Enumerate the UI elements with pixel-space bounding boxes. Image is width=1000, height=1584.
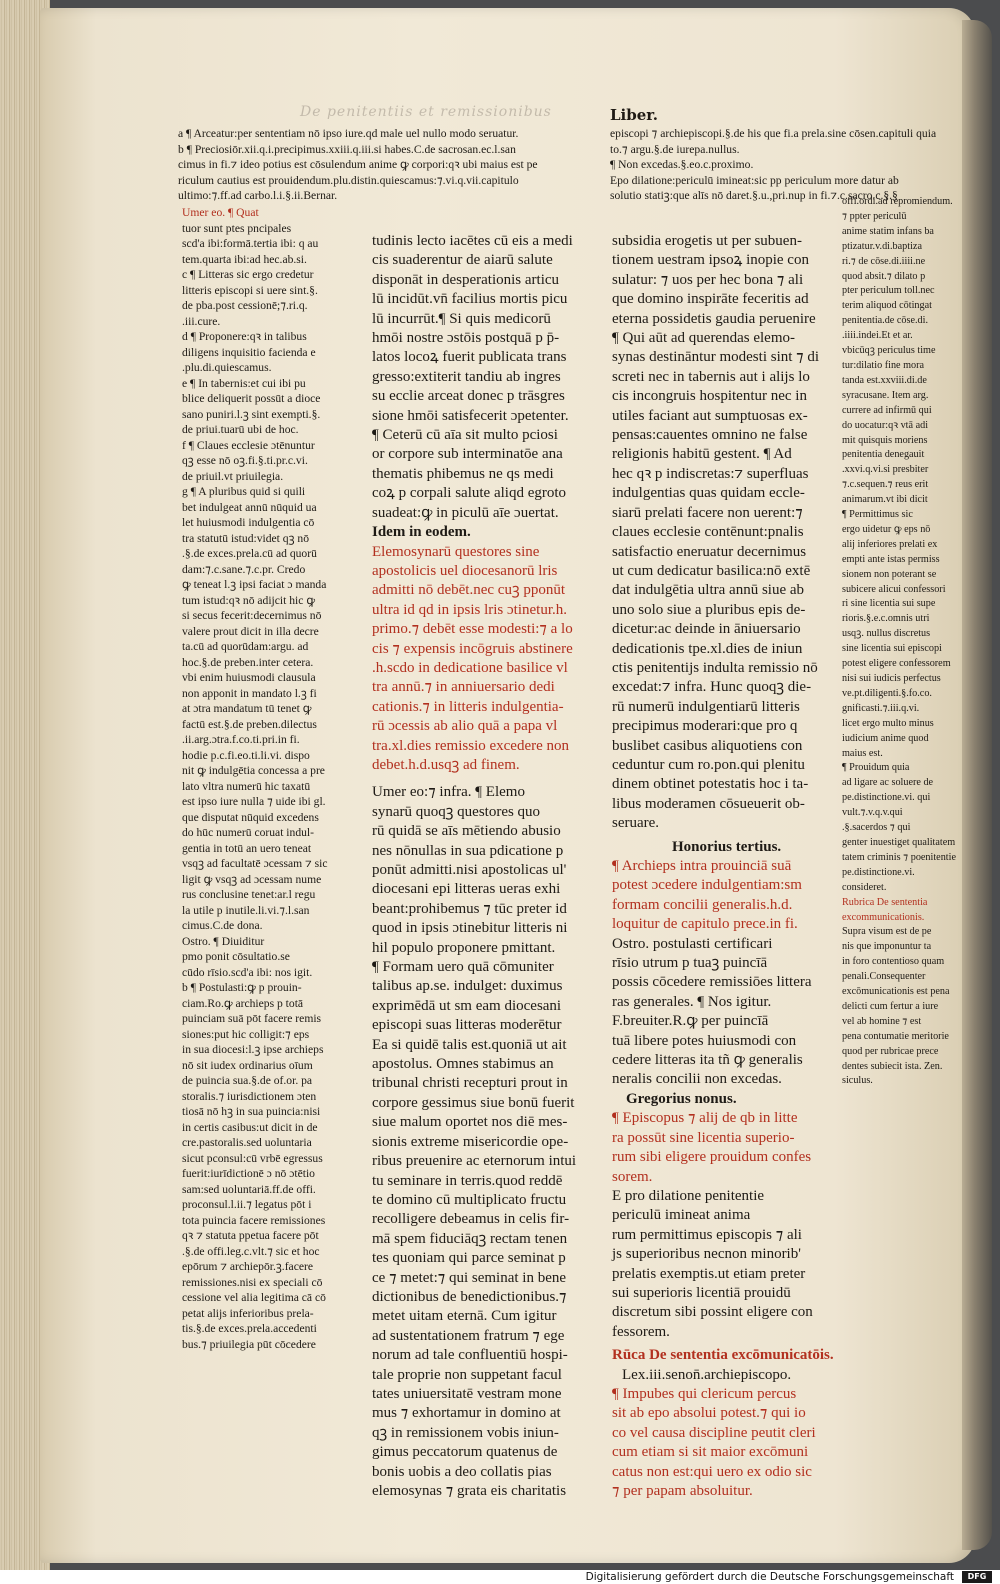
commentary-line: fuerit:iurīdictionē ɔ nō ɔtētio: [182, 1167, 315, 1180]
main-text-line: rū numerū indulgentiarū litteris: [612, 698, 800, 715]
main-text-line: F.breuiter.R.ꝙ per puincīā: [612, 1013, 769, 1030]
commentary-line: tem.quarta ibi:ad hec.ab.si.: [182, 252, 307, 266]
decretal-address: Lex.iii.senon̄.archiepiscopo.: [622, 1366, 792, 1383]
commentary-line: remissiones.nisi ex speciali cō: [182, 1275, 323, 1289]
rubric-title: Rubrica De sententia excommunicationis.: [842, 896, 928, 923]
main-text-line: ¶ Qui aūt ad querendas elemo-: [612, 330, 795, 347]
commentary-line: bet indulgeat annū nūquid ua: [182, 500, 317, 514]
main-text-line: indulgentias quas quidam eccle-: [612, 485, 805, 502]
main-text-line: sui superioris licentiā prouidū: [612, 1284, 791, 1301]
main-text-line: gimus peccatorum quatenus de: [372, 1444, 558, 1461]
commentary-line: ꝙ teneat l.ꝫ ipsi faciat ɔ manda: [182, 578, 327, 591]
commentary-line: e ¶ In tabernis:et cui ibi pu: [182, 376, 306, 390]
commentary-line: subicere alicui confessori: [842, 583, 946, 595]
commentary-line: ri.⁊ de cōse.di.iiii.ne: [842, 255, 926, 267]
commentary-line: let huiusmodi indulgentia cō: [182, 516, 315, 529]
commentary-line: anime statim infans ba: [842, 225, 934, 237]
main-text-line: beant:prohibemus ⁊ tūc preter id: [372, 900, 567, 917]
commentary-line: cimus.C.de dona.: [182, 919, 263, 932]
main-text-line: norum ad tale confluentiū hospi-: [372, 1347, 568, 1364]
gloss-line: ultimo:⁊.ff.ad carbo.l.i.§.ii.Bernar.: [178, 189, 338, 202]
commentary-line: nis que imponuntur ta: [842, 941, 932, 953]
main-text-line: cis incongruis hospitentur nec in: [612, 388, 807, 405]
main-text-line: fessorem.: [612, 1323, 670, 1340]
commentary-line: pe.distinctione.vi. qui: [842, 792, 931, 804]
commentary-line: pena contumatie meritorie: [842, 1030, 949, 1042]
commentary-line: factū est.§.de preben.dilectus: [182, 717, 317, 731]
gloss-line: solutio statiꝫ:que alīs nō daret.§.u.,pri.nup in fi.⁊.c.sacro.c.§.§: [610, 189, 898, 202]
commentary-line: penitentia denegauit: [842, 449, 925, 461]
main-text-line: siue malum oportet nos diē mes-: [372, 1114, 568, 1131]
main-text-line: dictionibus de benedictionibus.⁊: [372, 1288, 567, 1305]
summary-line: ¶ Impubes qui clericum percus: [612, 1385, 797, 1402]
commentary-line: sine licentia sui episcopi: [842, 643, 942, 655]
commentary-line: offi.ordi.ad repromiendum.: [842, 196, 953, 207]
main-text-line: satisfactio eneruatur decernimus: [612, 543, 807, 560]
commentary-line: est ipso iure nulla ⁊ uide ibi gl.: [182, 795, 326, 808]
main-text-line: possis cōcedere remissiōes littera: [612, 974, 812, 991]
summary-line: catus non est:qui uero ex odio sic: [612, 1463, 812, 1480]
commentary-line: rus conclusine tenet:ar.l regu: [182, 888, 316, 901]
commentary-line: proconsul.l.ii.⁊ legatus pōt i: [182, 1198, 312, 1211]
main-text-line: Elemosynarū questores sine: [372, 543, 540, 560]
main-text-line: rum permittimus episcopis ⁊ ali: [612, 1226, 802, 1243]
gloss-line: riculum cautius est prouidendum.plu.distin.quiescamus:⁊.vi.q.vii.capitulo: [178, 173, 519, 187]
commentary-line: consideret.: [842, 881, 887, 893]
main-text-line: ribus preuenire ac eternorum intui: [372, 1153, 577, 1170]
main-text-line: hil populo proponere pmittant.: [372, 939, 556, 956]
main-text-line: suadeat:ꝙ in piculū aīe ɔuertat.: [372, 504, 559, 521]
commentary-line: dam:⁊.c.sane.⁊.c.pr. Credo: [182, 562, 306, 576]
main-text-line: lū incurrūt.¶ Si quis medicorū: [372, 310, 551, 327]
main-text-line: tes quoniam qui parce seminat p: [372, 1250, 566, 1267]
gloss-line: episcopi ⁊ archiepiscopi.§.de his que fi.a prela.sine cōsen.capituli quia: [610, 127, 937, 140]
commentary-line: in certis casibus:ut dicit in de: [182, 1120, 318, 1134]
spacer: [372, 775, 590, 783]
main-text-line: sulatur: ⁊ uos per hec bona ⁊ ali: [612, 271, 804, 288]
commentary-line: lato vltra numerū hic taxatū: [182, 779, 311, 793]
main-text-line: apostolus. Omnes stabimus an: [372, 1056, 554, 1073]
commentary-line: ¶ Prouidum quia: [842, 762, 910, 774]
main-text-line: tra annū.⁊ in anniuersario dedi: [372, 679, 555, 696]
commentary-line: de priuil.vt priuilegia.: [182, 469, 284, 483]
main-text-line: .h.scdo in dedicatione basilice vl: [372, 659, 568, 676]
main-text-line: ultra id qd in ipsis lris ɔtinetur.h.: [372, 601, 567, 618]
main-text-line: prelatis exemptis.ut etiam preter: [612, 1265, 806, 1282]
main-text-line: utiles faciant aut sumptuosas ex-: [612, 407, 808, 424]
summary-line: potest ɔcedere indulgentiam:sm: [612, 877, 802, 894]
main-text-line: metet uitam eternā. Cum igitur: [372, 1308, 557, 1325]
main-text-line: tuā libere potes huiusmodi con: [612, 1032, 797, 1049]
commentary-line: tiosā nō hꝫ in sua puincia:nisi: [182, 1105, 321, 1118]
main-text-line: apostolicis uel diocesanorū lris: [372, 562, 558, 579]
main-text-line: synarū quoqꝫ questores quo: [372, 803, 541, 820]
main-text-line: tates uniuersitatē vestram mone: [372, 1385, 562, 1402]
commentary-line: Umer eo. ¶ Quat: [182, 206, 259, 219]
main-text-line: gresso:extiterit tandiu ab ingres: [372, 368, 561, 385]
commentary-line: at ɔtra mandatum tū tenet ꝙ: [182, 702, 312, 715]
commentary-line: que disputat nūquid excedens: [182, 810, 319, 824]
summary-line: loquitur de capitulo prece.in fi.: [612, 916, 798, 933]
commentary-line: empti ante istas permiss: [842, 553, 940, 565]
main-text-line: dinem obtinet potestatis hoc i ta-: [612, 776, 809, 793]
commentary-line: la utile p inutile.li.vi.⁊.l.san: [182, 903, 310, 917]
running-head: Liber.: [610, 106, 659, 124]
commentary-line: si secus fecerit:decernimus nō: [182, 609, 322, 622]
summary-line: ⁊ per papam absoluitur.: [612, 1483, 753, 1499]
commentary-line: tuor sunt ptes pncipales: [182, 221, 292, 235]
main-text-line: hec qꝛ p indiscretas:⁊ superfluas: [612, 465, 809, 482]
gloss-line: to.⁊ argu.§.de iurepa.nullus.: [610, 142, 740, 156]
commentary-line: ad ligare ac soluere de: [842, 777, 934, 789]
summary-line: sit ab epo absolui potest.⁊ qui io: [612, 1405, 806, 1422]
commentary-column-right: [842, 195, 960, 1089]
main-text-line: subsidia erogetis ut per subuen-: [612, 233, 802, 249]
commentary-line: vbicūqꝫ periculus time: [842, 345, 936, 357]
commentary-line: delicti cum fertur a iure: [842, 1000, 939, 1012]
main-text-line: ceduntur cum ro.pon.qui plenitu: [612, 756, 805, 773]
main-text-line: eterna possidetis gaudia peruenire: [612, 310, 816, 327]
main-text-line: elemosynas ⁊ grata eis charitatis: [372, 1483, 567, 1499]
decretal-author: Honorius tertius.: [672, 838, 782, 855]
main-text-line: cedere litteras ita tñ ꝙ generalis: [612, 1052, 803, 1069]
commentary-line: ⁊.c.sequen.⁊ reus erit: [842, 479, 929, 491]
commentary-line: d ¶ Proponere:qꝛ in talibus: [182, 330, 307, 343]
commentary-line: ta.cū ad quorūdam:argu. ad: [182, 640, 309, 653]
commentary-line: hoc.§.de preben.inter cetera.: [182, 655, 314, 669]
main-text-line: synas destināntur modesti sint ⁊ di: [612, 349, 820, 366]
commentary-line: maius est.: [842, 747, 883, 759]
commentary-line: syracusane. Item arg.: [842, 389, 929, 401]
commentary-line: gnificasti.⁊.iii.q.vi.: [842, 702, 920, 714]
commentary-line: tra statutū istud:videt qꝫ nō: [182, 531, 310, 545]
commentary-line: non apponit in mandato l.ꝫ fi: [182, 686, 317, 700]
main-text-line: Ea si quidē talis est.quoniā ut ait: [372, 1036, 567, 1053]
gloss-line: cimus in fi.⁊ ideo potius est cōsulendum anime ꝙ corpori:qꝛ ubi maius est pe: [178, 158, 538, 171]
commentary-line: quod per rubricae prece: [842, 1045, 939, 1057]
gloss-line: b ¶ Preciosiōr.xii.q.i.precipimus.xxiii.q.iii.si habes.C.de sacrosan.ec.l.san: [178, 142, 516, 156]
main-text-line: disponāt in desperationis articu: [372, 271, 560, 288]
show-through-heading: De penitentiis et remissionibus: [300, 104, 552, 120]
main-text-line: ras generales. ¶ Nos igitur.: [612, 993, 772, 1010]
main-text-line: dedicationis tpe.xl.dies de iniun: [612, 640, 803, 657]
rubric-title: Rūca De sententia excōmunicatōis.: [612, 1347, 834, 1364]
main-text-line: Umer eo:⁊ infra. ¶ Elemo: [372, 784, 525, 801]
commentary-line: pter periculum toll.nec: [842, 285, 935, 297]
main-text-line: recolligere debeamus in celis fir-: [372, 1211, 570, 1228]
main-text-line: su ecclie arceat donec p trāsgres: [372, 388, 565, 405]
commentary-line: mit quisquis moriens: [842, 434, 928, 446]
commentary-line: tum istud:qꝛ nō adijcit hic ꝙ: [182, 593, 316, 607]
main-text-line: Idem in eodem.: [372, 524, 471, 541]
main-text-line: exprimēdā ut sm eam diocesani: [372, 997, 562, 1014]
main-text-line: claues ecclesie contēnunt:pnalis: [612, 524, 804, 541]
main-text-line: screti nec in tabernis aut i alijs lo: [612, 368, 810, 385]
main-text-line: tale proprie non suppetant facul: [372, 1366, 562, 1383]
main-text-line: quod in ipsis ɔtinebitur litteris ni: [372, 920, 568, 937]
commentary-line: .§.sacerdos ⁊ qui: [842, 822, 911, 834]
summary-line: ¶ Episcopus ⁊ alij de qb in litte: [612, 1110, 798, 1127]
dfg-logo: DFG: [962, 1571, 992, 1583]
top-gloss-left: [178, 126, 583, 204]
main-text-line: ctis penitentijs indulta remissio nō: [612, 659, 818, 676]
commentary-line: diligens inquisitio facienda e: [182, 345, 316, 359]
commentary-line: de pba.post cessionē;⁊.ri.q.: [182, 299, 308, 312]
commentary-line: rioris.§.e.c.omnis utri: [842, 613, 930, 625]
summary-line: sorem.: [612, 1168, 653, 1185]
commentary-line: in sua diocesi:l.ꝫ ipse archieps: [182, 1043, 324, 1056]
commentary-line: storalis.⁊ iurisdictionem ɔten: [182, 1089, 317, 1103]
main-text-line: tu seminare in terris.quod reddē: [372, 1172, 563, 1189]
commentary-line: do hūc numerū coruat indul-: [182, 826, 315, 839]
commentary-line: ciam.Ro.ꝙ archieps p totā: [182, 996, 304, 1010]
commentary-line: valere prout dicit in illa decre: [182, 624, 319, 638]
commentary-line: .plu.di.quiescamus.: [182, 361, 272, 374]
main-text-line: sione hmōi satisfecerit ɔpetenter.: [372, 407, 569, 424]
commentary-line: petat alijs inferioribus prela-: [182, 1306, 314, 1320]
summary-line: ¶ Archieps intra prouinciā suā: [612, 858, 792, 874]
main-text-line: rīsio utrum p tuaꝫ puincīā: [612, 955, 768, 972]
commentary-line: scd'a ibi:formā.tertia ibi: q au: [182, 237, 319, 250]
commentary-line: qꝛ ⁊ statuta ppetua facere pōt: [182, 1229, 319, 1242]
commentary-line: ¶ Permittimus sic: [842, 509, 913, 521]
main-text-column-1: [372, 232, 590, 1501]
page-fore-edge: [962, 20, 992, 1550]
main-text-line: coꝝ p corpali salute aliqd egroto: [372, 485, 567, 502]
gloss-line: Epo dilatione:periculū imineat:sic pp periculum more datur ab: [610, 173, 899, 187]
commentary-line: usqꝫ. nullus discretus: [842, 628, 931, 640]
commentary-column-left: [182, 205, 372, 1352]
summary-line: cum etiam si sit maior excōmuni: [612, 1444, 809, 1461]
main-text-line: hmōi nostre ɔstōis postquā p p̄-: [372, 330, 560, 347]
commentary-line: puinciam suā pōt facere remis: [182, 1012, 322, 1025]
commentary-line: .iiii.indei.Et et ar.: [842, 330, 913, 342]
commentary-line: tanda est.xxviii.di.de: [842, 374, 927, 386]
commentary-line: g ¶ A pluribus quid si quili: [182, 485, 306, 498]
main-text-line: periculū imineat anima: [612, 1207, 751, 1224]
commentary-line: sionem non poterant se: [842, 568, 937, 580]
main-text-line: precipimus moderari:que pro q: [612, 718, 798, 735]
commentary-line: vult.⁊.v.q.v.qui: [842, 807, 903, 819]
commentary-line: iudicium anime quod: [842, 732, 929, 744]
commentary-line: pmo ponit cōsultatio.se: [182, 950, 290, 963]
funding-credit: Digitalisierung gefördert durch die Deutsche Forschungsgemeinschaft: [585, 1571, 954, 1583]
main-text-line: admitti nō debēt.nec cuꝫ pponūt: [372, 582, 566, 599]
main-text-line: E pro dilatione penitentie: [612, 1187, 765, 1204]
commentary-line: vsqꝫ ad facultatē ɔcessam ⁊ sic: [182, 857, 328, 870]
commentary-line: tur:dilatio fine mora: [842, 359, 925, 371]
commentary-line: nisi sui iudicis perfectus: [842, 673, 941, 684]
main-text-line: te domino cū multiplicato fructu: [372, 1191, 567, 1208]
main-text-line: ut cum dedicatur basilica:nō extē: [612, 562, 811, 579]
main-text-line: que domino inspirāte feceritis ad: [612, 291, 809, 308]
commentary-line: ri sine licentia sui supe: [842, 598, 936, 610]
commentary-line: f ¶ Claues ecclesie ɔtēnuntur: [182, 438, 315, 452]
main-text-line: lū incidūt.vn̄ facilius mortis picu: [372, 291, 568, 308]
commentary-line: genter inuestiget qualitatem: [842, 836, 956, 848]
commentary-line: penali.Consequenter: [842, 971, 926, 983]
commentary-line: tatem criminis ⁊ poenitentie: [842, 851, 956, 863]
commentary-line: licet ergo multo minus: [842, 717, 934, 729]
main-text-line: seruare.: [612, 815, 660, 832]
commentary-line: cūdo rīsio.scd'a ibi: nos igit.: [182, 965, 313, 979]
commentary-line: do uocatur:qꝛ vtā adi: [842, 419, 929, 431]
main-text-line: Ostro. postulasti certificari: [612, 935, 773, 952]
main-text-line: latos locoꝝ fuerit publicata trans: [372, 349, 567, 366]
commentary-line: ve.pt.diligenti.§.fo.co.: [842, 687, 932, 699]
gloss-line: ¶ Non excedas.§.eo.c.proximo.: [610, 158, 754, 171]
main-text-line: thematis phibemus ne qs medi: [372, 465, 554, 482]
commentary-line: qꝫ esse nō oꝫ.fi.§.ti.pr.c.vi.: [182, 454, 308, 467]
main-text-line: sionis extreme misericordie ope-: [372, 1133, 569, 1150]
top-gloss-right: [610, 126, 955, 204]
commentary-line: dentes subiecit ista. Zen.: [842, 1060, 943, 1072]
commentary-line: terim aliquod cōtingat: [842, 300, 932, 312]
main-text-line: rū quidā se aīs mētiendo abusio: [372, 823, 561, 840]
main-text-line: diocesani epi litteras ueras exhi: [372, 881, 561, 898]
main-text-line: buslibet casibus aliquotiens con: [612, 737, 803, 754]
commentary-line: bus.⁊ priuilegia pūt cōcedere: [182, 1337, 316, 1351]
main-text-line: tra.xl.dies remissio excedere non: [372, 737, 570, 754]
commentary-line: .iii.cure.: [182, 314, 221, 328]
commentary-line: vel ab homine ⁊ est: [842, 1015, 922, 1027]
decretal-author: Gregorius nonus.: [626, 1090, 737, 1107]
commentary-line: gentia in totū an uero teneat: [182, 841, 312, 855]
commentary-line: excōmunicationis est pena: [842, 986, 950, 998]
main-text-line: qꝫ in remissionem vobis iniun-: [372, 1424, 559, 1441]
summary-line: formam concilii generalis.h.d.: [612, 896, 793, 913]
commentary-line: potest eligere confessorem: [842, 658, 951, 670]
main-text-line: episcopi suas litteras moderētur: [372, 1017, 562, 1034]
main-text-line: debet.h.d.usqꝫ ad finem.: [372, 756, 520, 773]
main-text-line: dicetur:ac deinde in āniuersario: [612, 621, 801, 638]
commentary-line: sam:sed uoluntariā.ff.de offi.: [182, 1182, 316, 1196]
commentary-line: blice deliquerit possūt a dioce: [182, 392, 321, 405]
commentary-line: tota puincia facere remissiones: [182, 1213, 326, 1227]
commentary-line: in foro contentioso quam: [842, 956, 945, 968]
main-text-line: tudinis lecto iacētes cū eis a medi: [372, 233, 573, 249]
commentary-line: .xxvi.q.vi.si presbiter: [842, 464, 929, 476]
main-text-line: siarū prelati facere non uerent:⁊: [612, 504, 803, 521]
commentary-line: ergo uidetur ꝙ eps nō: [842, 523, 931, 535]
commentary-line: ptizatur.v.di.baptiza: [842, 240, 922, 252]
commentary-line: de priui.tuarū ubi de hoc.: [182, 423, 299, 436]
main-text-line: tribunal christi recepturi prout in: [372, 1075, 568, 1092]
main-text-line: or corpore sub interminatōe ana: [372, 446, 563, 463]
main-text-line: neralis concilii non excedas.: [612, 1071, 782, 1088]
main-text-line: talibus ap.se. indulget: duximus: [372, 978, 563, 995]
main-text-line: ponūt admitti.nisi apostolicas ul': [372, 862, 567, 878]
commentary-line: c ¶ Litteras sic ergo credetur: [182, 268, 314, 281]
commentary-line: ligit ꝙ vsqꝫ ad ɔcessam nume: [182, 872, 322, 886]
commentary-line: .§.de offi.leg.c.vlt.⁊ sic et hoc: [182, 1244, 320, 1258]
main-text-line: uno solo siue a pluribus epis de-: [612, 601, 806, 618]
main-text-line: js superioribus necnon minorib': [612, 1246, 801, 1263]
commentary-line: quod absit.⁊ dilato p: [842, 270, 926, 282]
commentary-line: Supra visum est de pe: [842, 926, 932, 938]
commentary-line: litteris episcopi si uere sint.§.: [182, 283, 318, 297]
commentary-line: .§.de exces.prela.cū ad quorū: [182, 547, 317, 560]
main-text-line: ¶ Ceterū cū aīa sit multo pciosi: [372, 427, 558, 444]
commentary-line: tis.§.de exces.prela.accedenti: [182, 1322, 317, 1335]
commentary-line: siculus.: [842, 1075, 873, 1087]
commentary-line: nō sit iudex ordinarius oīum: [182, 1058, 313, 1072]
commentary-line: alij inferiores prelati ex: [842, 538, 938, 550]
main-text-line: nes nōnullas in sua pdicatione p: [372, 842, 564, 859]
main-text-line: dat indulgētia ultra annū siue ab: [612, 582, 805, 599]
main-text-line: religionis habitū gestent. ¶ Ad: [612, 446, 792, 463]
main-text-line: excedat:⁊ infra. Hunc quoqꝫ die-: [612, 679, 812, 696]
summary-line: ra possūt sine licentia superio-: [612, 1129, 795, 1146]
summary-line: rum sibi eligere prouidum confes: [612, 1149, 812, 1166]
commentary-line: Ostro. ¶ Diuiditur: [182, 934, 265, 948]
commentary-line: hodie p.c.fi.eo.ti.li.vi. dispo: [182, 748, 310, 762]
main-text-line: ad sustentationem fratrum ⁊ ege: [372, 1327, 565, 1344]
gloss-line: a ¶ Arceatur:per sententiam nō ipso iure.qd male uel nullo modo seruatur.: [178, 127, 519, 140]
commentary-line: vbi enim huiusmodi clausula: [182, 671, 316, 684]
main-text-line: bonis uobis a deo collatis pias: [372, 1463, 552, 1480]
main-text-line: rū ɔcessis ab alio quā a papa vl: [372, 718, 558, 735]
commentary-line: pe.distinctione.vi.: [842, 866, 915, 878]
main-text-line: tionem uestram ipsoꝝ inopie con: [612, 252, 809, 269]
main-text-line: libus moderamen cōsueuerit ob-: [612, 795, 805, 812]
main-text-line: ¶ Formam uero quā cōmuniter: [372, 959, 554, 976]
commentary-line: nit ꝙ indulgētia concessa a pre: [182, 764, 325, 777]
main-text-line: cationis.⁊ in litteris indulgentia-: [372, 698, 564, 715]
commentary-line: cessione vel alia legitima cā cō: [182, 1291, 326, 1304]
commentary-line: .ii.arg.ɔtra.f.co.ti.pri.in fi.: [182, 733, 300, 746]
commentary-line: penitentia.de cōse.di.: [842, 315, 928, 327]
main-text-column-2: [612, 232, 837, 1501]
main-text-line: cis ⁊ expensis incōgruis abstinere: [372, 640, 573, 657]
main-text-line: primo.⁊ debēt esse modesti:⁊ a lo: [372, 621, 573, 638]
summary-line: co vel causa discipline peutit cleri: [612, 1424, 816, 1441]
main-text-line: corpore gessimus siue bonū fuerit: [372, 1094, 575, 1111]
main-text-line: mā spem fiduciāqꝫ rectam tenen: [372, 1230, 568, 1247]
commentary-line: sano puniri.l.ꝫ sint exempti.§.: [182, 407, 321, 421]
main-text-line: mus ⁊ exhortamur in domino at: [372, 1405, 561, 1422]
commentary-line: animarum.vt ibi dicit: [842, 494, 928, 506]
commentary-line: cre.pastoralis.sed uoluntaria: [182, 1136, 312, 1149]
main-text-line: cis suaderentur de aiarū salute: [372, 252, 553, 269]
main-text-line: ce ⁊ metet:⁊ qui seminat in bene: [372, 1269, 567, 1286]
commentary-line: b ¶ Postulasti:ꝙ p prouin-: [182, 981, 302, 994]
commentary-line: sicut pconsul:cū vrbē egressus: [182, 1151, 323, 1165]
commentary-line: epōrum ⁊ archiepōr.ꝫ.facere: [182, 1260, 314, 1273]
commentary-line: currere ad infirmū qui: [842, 404, 932, 416]
main-text-line: discretum sibi possint eligere con: [612, 1304, 813, 1321]
commentary-line: ⁊ ppter periculū: [842, 210, 907, 222]
main-text-line: pensas:cauentes omnino ne false: [612, 427, 808, 444]
commentary-line: de puincia sua.§.de of.or. pa: [182, 1074, 313, 1087]
commentary-line: siones:put hic colligit:⁊ eps: [182, 1027, 310, 1041]
